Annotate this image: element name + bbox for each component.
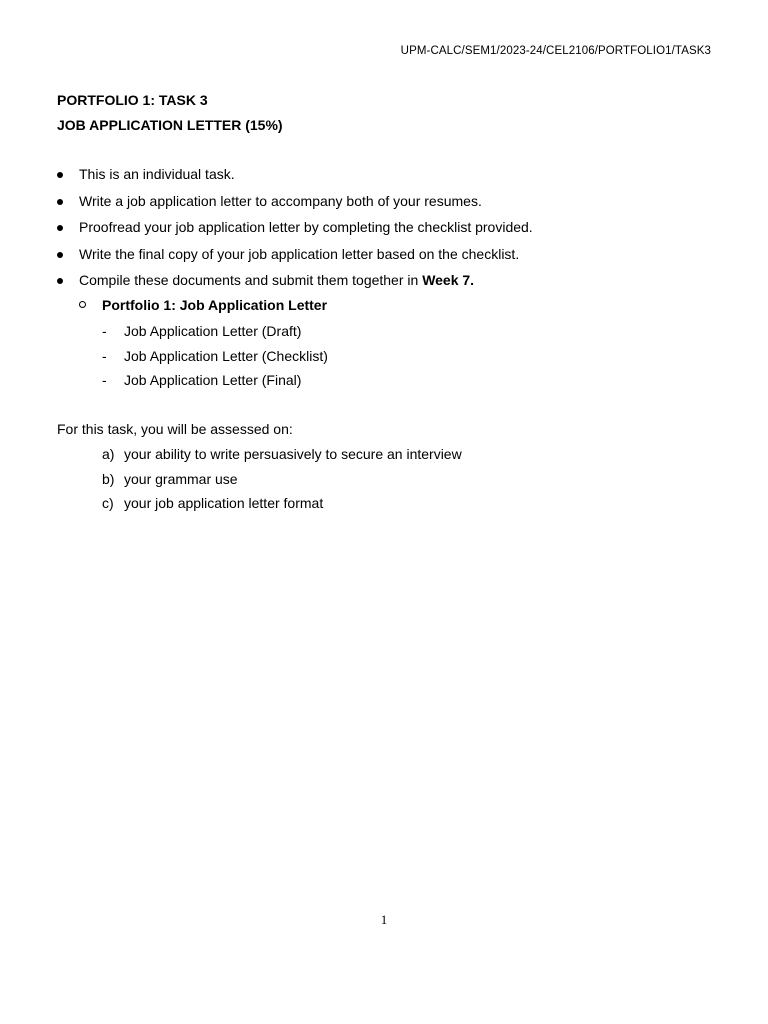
instruction-text: Write the final copy of your job application letter based on the checklist. (79, 245, 520, 262)
portfolio-document-text: Job Application Letter (Final) (124, 372, 302, 388)
assessment-criteria-list (102, 446, 462, 520)
instruction-text: Proofread your job application letter by completing the checklist provided. (79, 219, 533, 235)
portfolio-document-text: Job Application Letter (Checklist) (124, 347, 328, 364)
assessment-criterion (102, 471, 462, 496)
bullet-icon (57, 172, 63, 178)
portfolio-document-item (102, 348, 328, 373)
portfolio-heading (79, 297, 327, 313)
portfolio-document-text: Job Application Letter (Draft) (124, 323, 302, 339)
document-reference-code: UPM-CALC/SEM1/2023-24/CEL2106/PORTFOLIO1/TASK3 (400, 45, 711, 57)
criterion-text: your job application letter format (124, 495, 324, 511)
deadline-week: Week 7. (422, 272, 475, 288)
instruction-list (57, 166, 533, 299)
criterion-marker: c) (102, 495, 114, 511)
instruction-text: Write a job application letter to accompany both of your resumes. (79, 192, 482, 209)
instruction-item (57, 246, 533, 273)
criterion-marker: b) (102, 470, 115, 487)
portfolio-document-list (102, 323, 328, 397)
bullet-icon (57, 278, 63, 284)
assessment-criterion (102, 495, 462, 520)
criterion-text: your grammar use (124, 470, 238, 487)
portfolio-heading-text: Portfolio 1: Job Application Letter (102, 297, 328, 313)
assessment-intro: For this task, you will be assessed on: (57, 421, 293, 437)
hollow-bullet-icon (79, 301, 86, 308)
portfolio-document-item (102, 323, 328, 348)
instruction-item (57, 166, 533, 193)
bullet-icon (57, 252, 63, 258)
page-number: 1 (380, 912, 388, 927)
criterion-text: your ability to write persuasively to secure an interview (124, 446, 462, 462)
instruction-text: This is an individual task. (79, 166, 235, 182)
bullet-icon (57, 199, 63, 205)
instruction-text: Compile these documents and submit them together in (79, 272, 423, 288)
dash-marker: - (102, 347, 107, 364)
assessment-criterion (102, 446, 462, 471)
task-title: PORTFOLIO 1: TASK 3 (57, 92, 208, 108)
criterion-marker: a) (102, 446, 115, 462)
task-subtitle: JOB APPLICATION LETTER (15%) (57, 117, 283, 133)
dash-marker: - (102, 372, 107, 388)
bullet-icon (57, 225, 63, 231)
instruction-item (57, 193, 533, 220)
dash-marker: - (102, 323, 107, 339)
instruction-item (57, 219, 533, 246)
portfolio-document-item (102, 372, 328, 397)
instruction-item (57, 272, 533, 299)
